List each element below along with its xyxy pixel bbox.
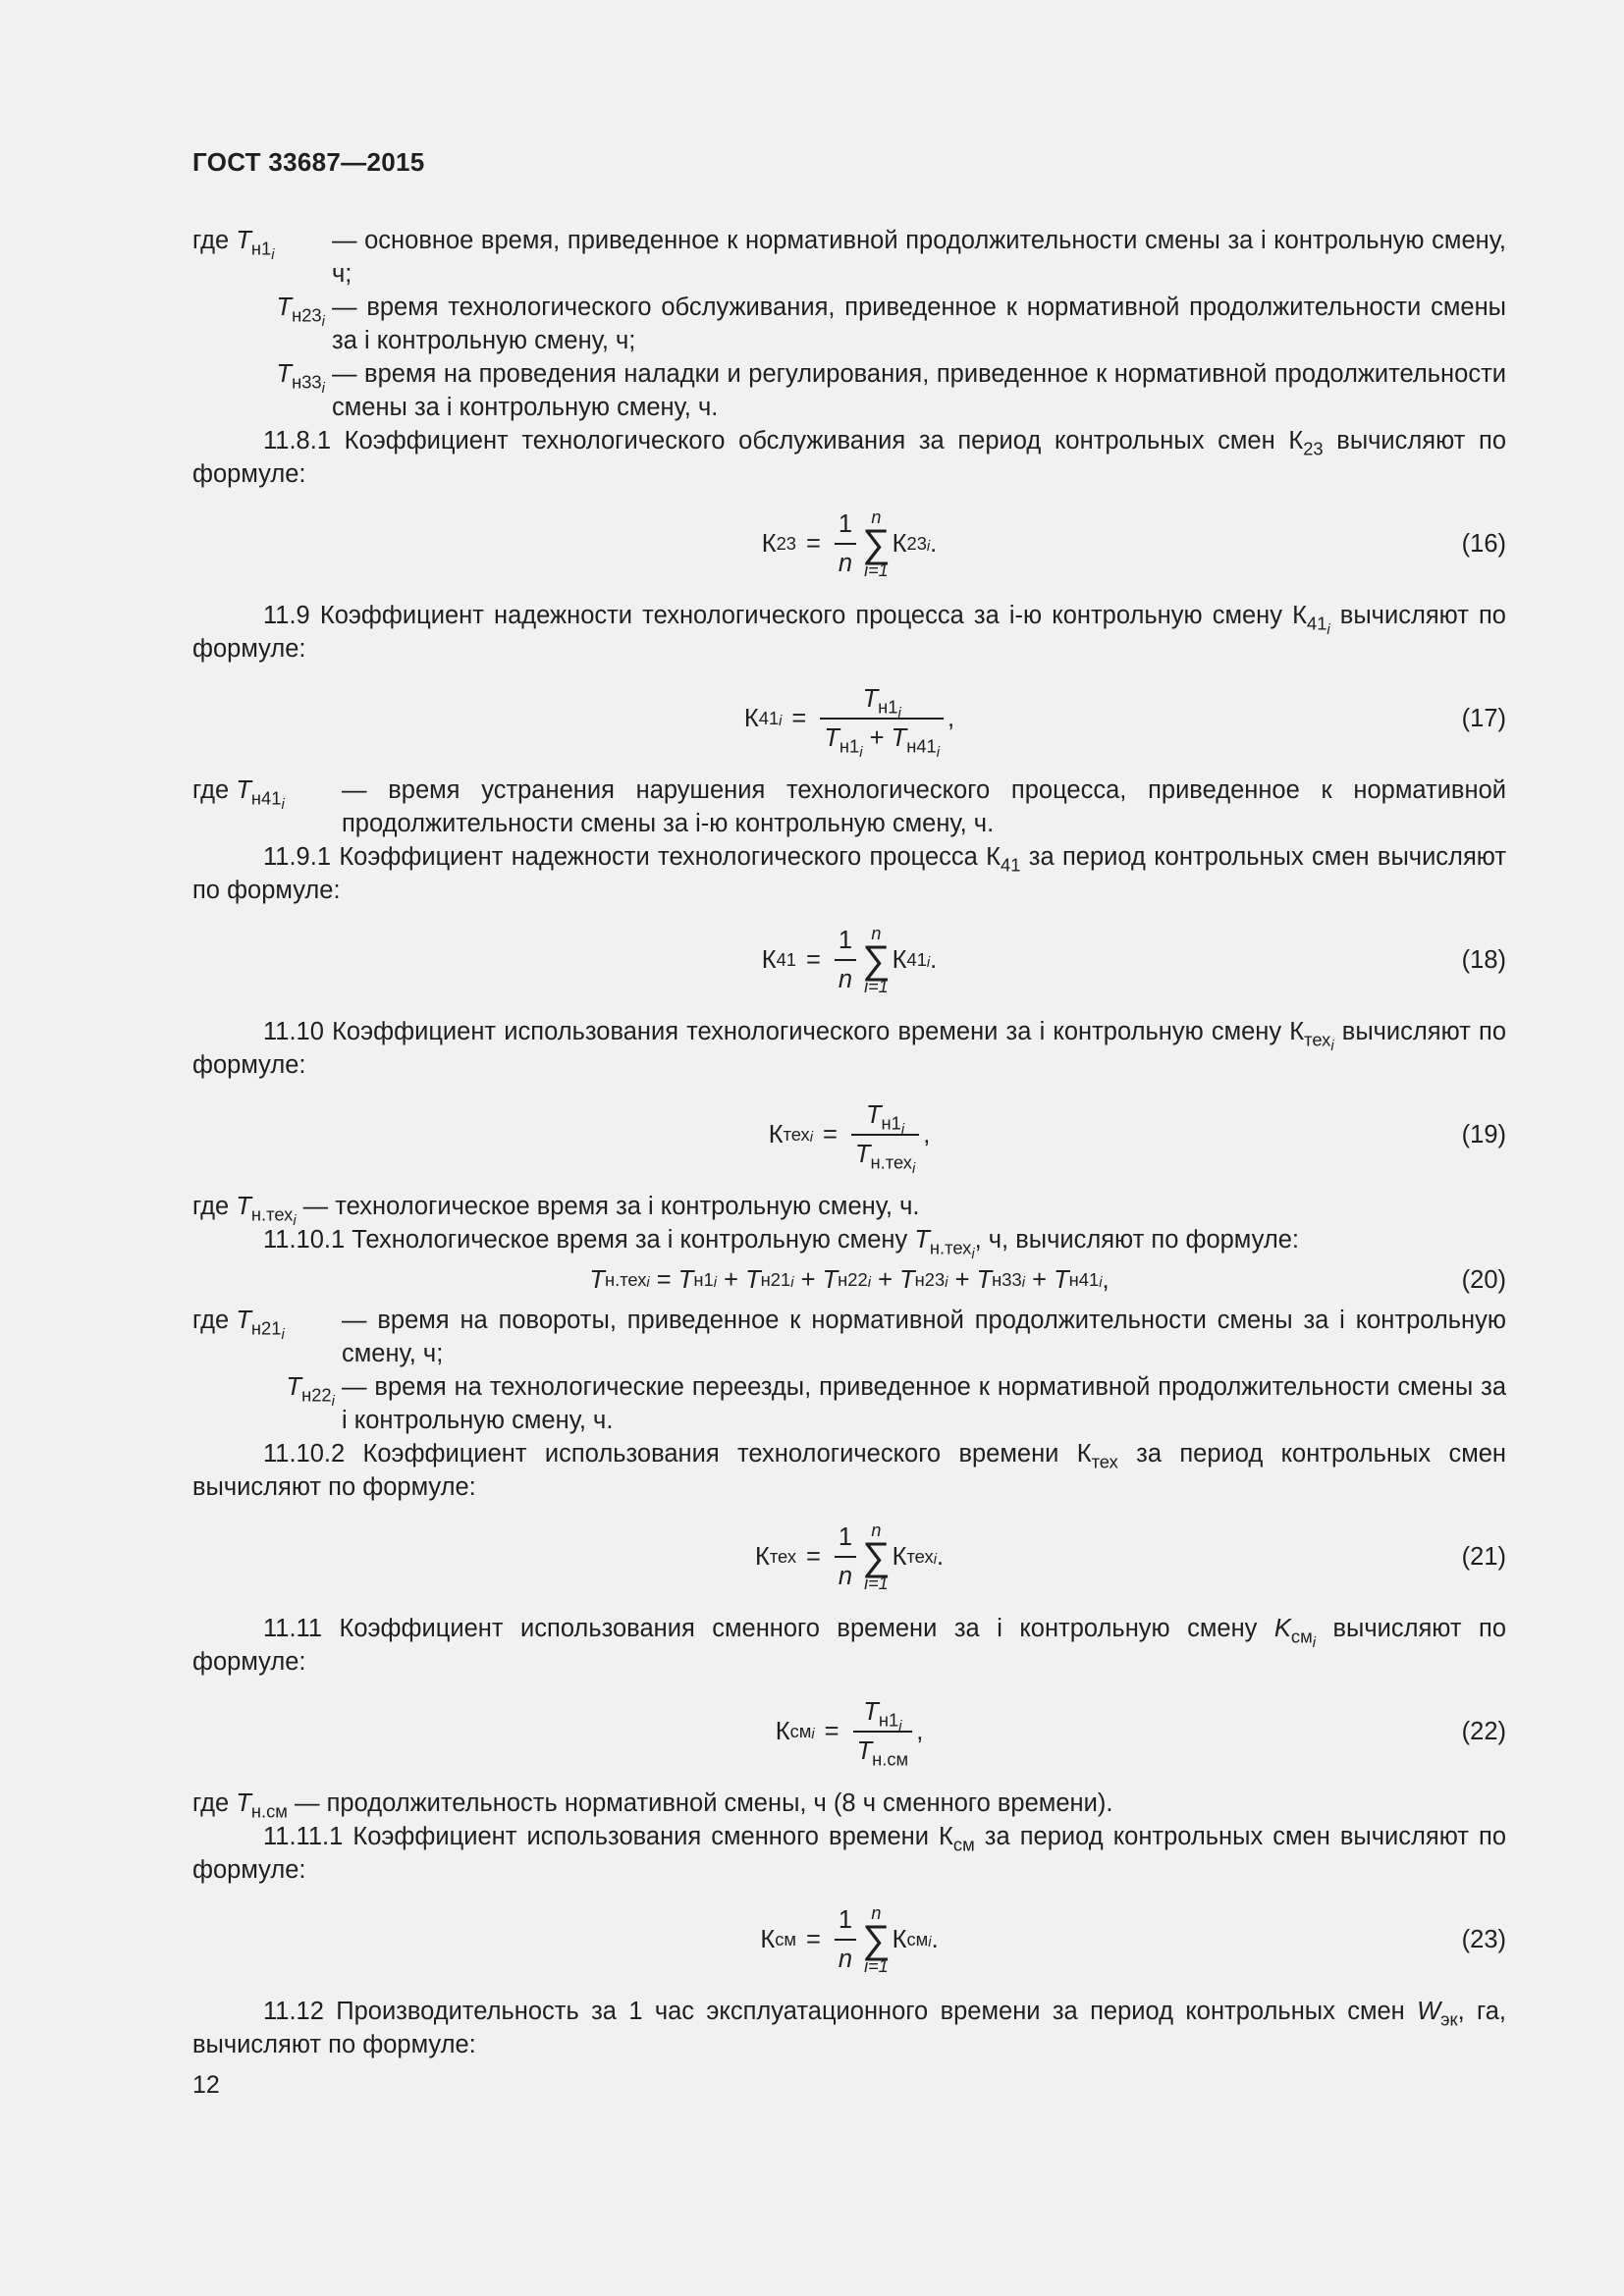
formula-number: (21) (1461, 1543, 1506, 1571)
formula-18: К 41 = $\frac{1}{n}$ n ∑ i=1 К 41 $_i$ . (18) (761, 924, 1506, 996)
formula-19: К тех $_i$ = $\frac{T_{н1_i}}{T_{н.тех_i}}$ , (19) (768, 1101, 1506, 1178)
sum-sign: n ∑ i=1 (862, 1903, 891, 1976)
formula-number: (17) (1461, 705, 1506, 732)
formula-number: (16) (1461, 530, 1506, 558)
definition-text: — основное время, приведенное к нормативной продолжительности смены за i контрольную смену, ч; (332, 227, 1506, 288)
definition-tn21: где $T_{н21_i}$ — время на повороты, приведенное к нормативной продолжительности смены за i контрольную смену, ч; (192, 1304, 1506, 1370)
definition-tn22: $T_{н22_i}$ — время на технологические переезды, приведенное к нормативной продолжительности смены за i контрольную смену, ч. (192, 1370, 1506, 1437)
paragraph-11-9-1: 11.9.1 Коэффициент надежности технологического процесса $К_{41}$ за период контрольных смен вычисляют по формуле: (192, 843, 1506, 904)
definition-tn1: где $T_{н1_i}$ — основное время, приведенное к нормативной продолжительности смены за i контрольную смену, ч; (192, 224, 1506, 291)
page-number: 12 (192, 2071, 220, 2099)
definition-tn41: где $T_{н41_i}$ — время устранения нарушения технологического процесса, приведенное к нормативной продолжительности смены за i-ю контрольную смену, ч. (192, 774, 1506, 840)
sum-sign: n ∑ i=1 (862, 1521, 891, 1593)
document-body (192, 224, 1506, 2061)
sum-sign: n ∑ i=1 (862, 924, 891, 996)
paragraph-11-12: 11.12 Производительность за 1 час эксплуатационного времени за период контрольных смен $W_{эк}$, га, вычисляют по формуле: (192, 1998, 1506, 2058)
formula-22: К см $_i$ = $\frac{T_{н1_i}}{T_{н.см}}$ , (22) (775, 1698, 1506, 1770)
definition-text: — время на технологические переезды, приведенное к нормативной продолжительности смены за i контрольную смену, ч. (342, 1373, 1506, 1434)
document-header: ГОСТ 33687—2015 (192, 147, 425, 177)
paragraph-11-9: 11.9 Коэффициент надежности технологического процесса за i-ю контрольную смену $К_{41_i}$ вычисляют по формуле: (192, 602, 1506, 663)
paragraph-11-11: 11.11 Коэффициент использования сменного времени за i контрольную смену $K_{см_i}$ вычисляют по формуле: (192, 1615, 1506, 1676)
paragraph-11-10: 11.10 Коэффициент использования технологического времени за i контрольную смену $К_{тех_i}$ вычисляют по формуле: (192, 1018, 1507, 1079)
definition-tnsm: где $T_{н.см}$ — продолжительность нормативной смены, ч (8 ч сменного времени). (192, 1789, 1113, 1822)
definition-text: — время на повороты, приведенное к нормативной продолжительности смены за i контрольную смену, ч; (342, 1307, 1506, 1367)
formula-20: T н.тех $_i$ = T н1 $_i$ + T н21 $_i$ + T н22 $_i$ + T н23 $_i$ + T н33 $_i$ + T н41 $_i$ , (20) (192, 1260, 1506, 1300)
definition-tn33: $T_{н33_i}$ — время на проведения наладки и регулирования, приведенное к нормативной продолжительности смены за i контрольную смену, ч. (192, 357, 1506, 424)
formula-number: (19) (1461, 1121, 1506, 1148)
formula-number: (20) (1461, 1266, 1506, 1294)
sum-sign: n ∑ i=1 (862, 507, 891, 580)
paragraph-11-11-1: 11.11.1 Коэффициент использования сменного времени $К_{см}$ за период контрольных смен вычисляют по формуле: (192, 1823, 1506, 1884)
definition-text: — время технологического обслуживания, приведенное к нормативной продолжительности смены за i контрольную смену, ч; (332, 294, 1506, 354)
definition-tntex: где $T_{н.тех_i}$ — технологическое время за i контрольную смену, ч. (192, 1193, 920, 1230)
formula-23: К см = $\frac{1}{n}$ n ∑ i=1 К см $_i$ . (23) (760, 1903, 1506, 1976)
definitions-block-2 (192, 1304, 1506, 1437)
formula-number: (22) (1461, 1718, 1506, 1745)
formula-17: К 41 $_i$ = $\frac{T_{н1_i}}{T_{н1_i} + T_{н41_i}}$ , (17) (743, 685, 1506, 762)
paragraph-11-10-1: 11.10.1 Технологическое время за i контрольную смену $T_{н.тех_i}$, ч, вычисляют по формуле: (263, 1226, 1299, 1263)
formula-16: К 23 = $\frac{1}{n}$ n ∑ i=1 К 23 $_i$ . (16) (761, 507, 1506, 580)
definitions-block-1 (192, 224, 1506, 424)
paragraph-11-8-1: 11.8.1 Коэффициент технологического обслуживания за период контрольных смен $К_{23}$ вычисляют по формуле: (192, 427, 1506, 488)
formula-number: (18) (1461, 946, 1506, 974)
definition-tn23: $T_{н23_i}$ — время технологического обслуживания, приведенное к нормативной продолжительности смены за i контрольную смену, ч; (192, 291, 1506, 357)
formula-number: (23) (1461, 1926, 1506, 1953)
definition-text: — время на проведения наладки и регулирования, приведенное к нормативной продолжительности смены за i контрольную смену, ч. (332, 360, 1506, 421)
definition-text: — время устранения нарушения технологического процесса, приведенное к нормативной продолжительности смены за i-ю контрольную смену, ч. (342, 776, 1506, 837)
paragraph-11-10-2: 11.10.2 Коэффициент использования технологического времени $К_{тех}$ за период контрольных смен вычисляют по формуле: (192, 1440, 1506, 1501)
formula-21: К тех = $\frac{1}{n}$ n ∑ i=1 К тех $_i$ . (21) (754, 1521, 1506, 1593)
